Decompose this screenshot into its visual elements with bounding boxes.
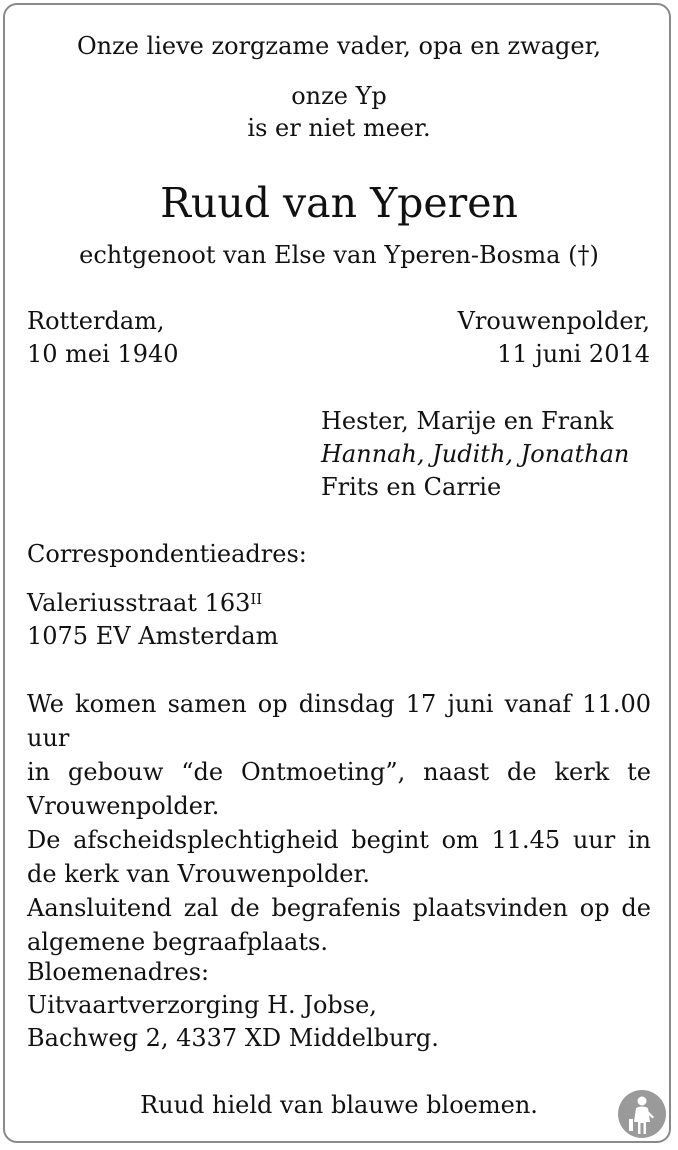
street-text: Valeriusstraat 163 — [27, 589, 251, 617]
nickname-line: onze Yp — [291, 82, 387, 110]
ceremony-paragraph — [27, 687, 651, 959]
ceremony-line: algemene begraafplaats. — [27, 928, 328, 956]
correspondence-label: Correspondentieadres: — [27, 540, 307, 568]
closing-line: Ruud hield van blauwe bloemen. — [140, 1091, 538, 1119]
birth-place: Rotterdam, — [27, 307, 165, 335]
spouse-line: echtgenoot van Else van Yperen-Bosma (†) — [79, 241, 599, 269]
death-date: 11 juni 2014 — [497, 340, 650, 368]
deceased-name: Ruud van Yperen — [160, 179, 518, 227]
birth-date: 10 mei 1940 — [27, 340, 179, 368]
death-place: Vrouwenpolder, — [457, 307, 650, 335]
opening-line: Onze lieve zorgzame vader, opa en zwager, — [76, 32, 602, 60]
family-grandchildren: Hannah, Judith, Jonathan — [321, 440, 630, 468]
ceremony-line: We komen samen op dinsdag 17 juni vanaf 11.00 uur — [27, 690, 651, 752]
street-suffix: II — [250, 590, 263, 608]
ceremony-line: Vrouwenpolder. — [27, 792, 220, 820]
flowers-line2: Bachweg 2, 4337 XD Middelburg. — [27, 1024, 439, 1052]
is-gone-line: is er niet meer. — [247, 114, 431, 142]
correspondence-city: 1075 EV Amsterdam — [27, 622, 279, 650]
publisher-logo-icon — [617, 1089, 667, 1139]
family-children: Hester, Marije en Frank — [321, 407, 614, 435]
flowers-line1: Uitvaartverzorging H. Jobse, — [27, 991, 377, 1019]
ceremony-line: Aansluitend zal de begrafenis plaatsvinden op de — [27, 894, 651, 922]
family-others: Frits en Carrie — [321, 473, 502, 501]
flowers-label: Bloemenadres: — [27, 958, 210, 986]
ceremony-line: de kerk van Vrouwenpolder. — [27, 860, 370, 888]
ceremony-line: De afscheidsplechtigheid begint om 11.45 uur in — [27, 826, 651, 854]
ceremony-line: in gebouw “de Ontmoeting”, naast de kerk te — [27, 758, 651, 786]
correspondence-street — [27, 586, 262, 620]
